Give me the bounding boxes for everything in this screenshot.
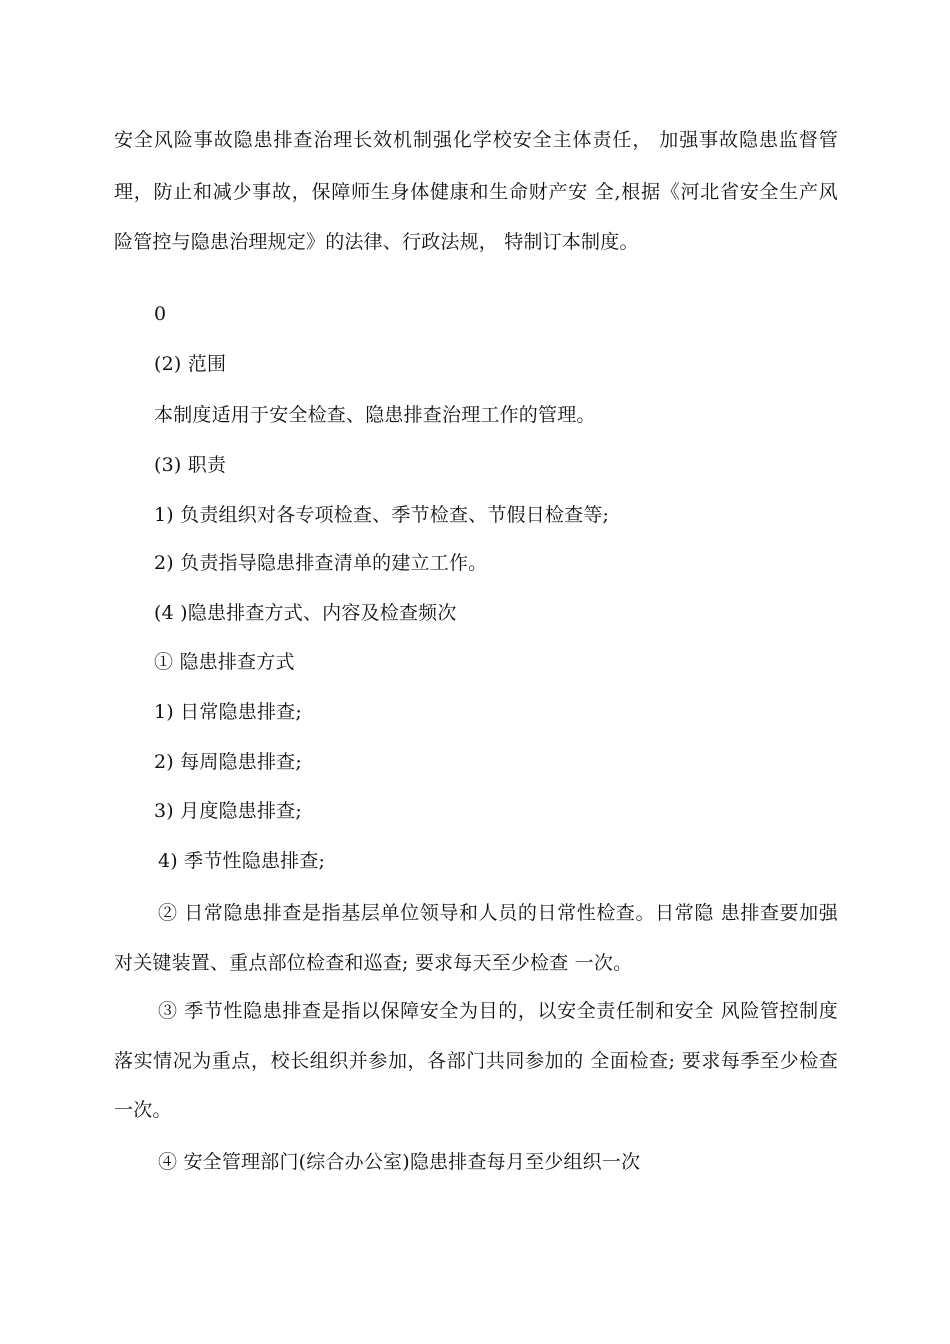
section-heading-duties: (3) 职责 <box>154 454 227 476</box>
section-heading-inspection: (4 )隐患排查方式、内容及检查频次 <box>154 602 457 624</box>
body-text-line: 安全风险事故隐患排查治理长效机制强化学校安全主体责任， 加强事故隐患监督管 <box>114 129 838 151</box>
list-item: 2) 负责指导隐患排查清单的建立工作。 <box>154 552 488 574</box>
body-text-line: ② 日常隐患排查是指基层单位领导和人员的日常性检查。日常隐 患排查要加强 <box>158 902 838 924</box>
body-text-line: 理，防止和减少事故，保障师生身体健康和生命财产安 全,根据《河北省安全生产风 <box>114 181 838 203</box>
list-item: 4) 季节性隐患排查; <box>158 850 326 872</box>
body-text-line: ③ 季节性隐患排查是指以保障安全为目的，以安全责任制和安全 风险管控制度 <box>158 1000 838 1022</box>
list-item: 1) 日常隐患排查; <box>154 701 302 723</box>
body-text-line: 险管控与隐患治理规定》的法律、行政法规， 特制订本制度。 <box>114 231 639 253</box>
list-item: 3) 月度隐患排查; <box>154 800 302 822</box>
subsection-heading: ① 隐患排查方式 <box>154 651 295 673</box>
body-text-line: 落实情况为重点，校长组织并参加，各部门共同参加的 全面检查; 要求每季至少检查 <box>114 1050 838 1072</box>
section-number: 0 <box>154 303 167 325</box>
list-item: 1) 负责组织对各专项检查、季节检查、节假日检查等; <box>154 504 610 526</box>
body-text-line: 对关键装置、重点部位检查和巡查; 要求每天至少检查 一次。 <box>114 952 633 974</box>
body-text-line: 一次。 <box>114 1099 172 1121</box>
section-heading-scope: (2) 范围 <box>154 353 227 375</box>
body-text-line: ④ 安全管理部门(综合办公室)隐患排查每月至少组织一次 <box>158 1151 641 1173</box>
list-item: 2) 每周隐患排查; <box>154 751 302 773</box>
body-text-line: 本制度适用于安全检查、隐患排查治理工作的管理。 <box>154 404 596 426</box>
